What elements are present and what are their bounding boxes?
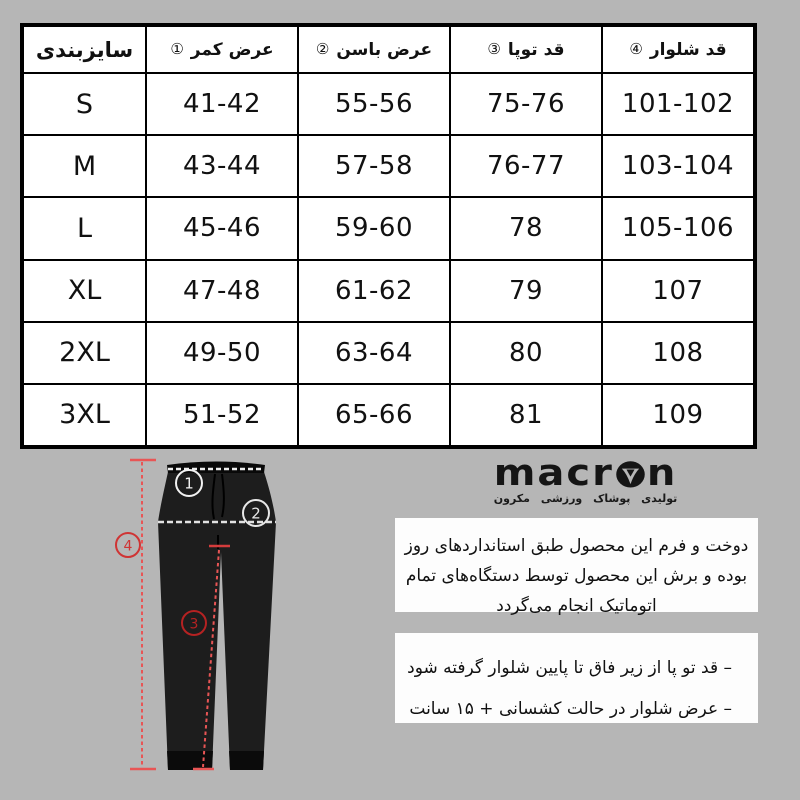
table-cell-hip: 63-64 (298, 322, 450, 384)
macron-emblem-icon (615, 460, 646, 489)
table-cell-length: 107 (602, 260, 754, 322)
header-label-inseam: قد توپا (507, 39, 565, 60)
pants-measurement-diagram (95, 450, 350, 800)
size-table-header-waist (146, 26, 298, 73)
size-table (20, 23, 757, 449)
table-cell-length: 103-104 (602, 135, 754, 197)
note-line: – عرض شلوار در حالت کشسانی + ۱۵ سانت (409, 699, 732, 719)
logo-text-left: macr (493, 451, 614, 495)
table-cell-waist: 41-42 (146, 73, 298, 135)
circled-2-icon: ② (315, 39, 330, 58)
table-cell-waist: 49-50 (146, 322, 298, 384)
size-table-header-inseam (450, 26, 602, 73)
logo-text-right: n (646, 451, 678, 495)
header-label-length: قد شلوار (649, 39, 727, 60)
circled-1-icon: ① (170, 39, 184, 58)
size-table-header-hip (298, 26, 450, 73)
pants-cuff-right (229, 751, 264, 770)
table-cell-length: 101-102 (602, 73, 754, 135)
svg-text:1: 1 (184, 474, 194, 493)
table-cell-size: XL (23, 260, 146, 322)
brand-tagline: تولیدی پوشاک ورزشی مکرون (493, 492, 678, 505)
table-cell-size: 3XL (23, 384, 146, 446)
macron-logo (468, 451, 703, 495)
table-cell-size: S (23, 73, 146, 135)
table-cell-inseam: 80 (450, 322, 602, 384)
table-cell-hip: 57-58 (298, 135, 450, 197)
table-cell-inseam: 81 (450, 384, 602, 446)
table-cell-waist: 47-48 (146, 260, 298, 322)
table-cell-waist: 45-46 (146, 197, 298, 259)
table-cell-inseam: 79 (450, 260, 602, 322)
table-cell-hip: 59-60 (298, 197, 450, 259)
table-cell-length: 105-106 (602, 197, 754, 259)
table-cell-size: 2XL (23, 322, 146, 384)
svg-text:3: 3 (189, 616, 199, 633)
note-line: اتوماتیک انجام می‌گردد (496, 596, 657, 616)
note-line: – قد تو پا از زیر فاق تا پایین شلوار گرفته شود (407, 658, 732, 678)
pants-cuff-left (167, 751, 213, 770)
table-cell-hip: 61-62 (298, 260, 450, 322)
circled-4-icon: ④ (629, 39, 643, 58)
note-line: دوخت و فرم این محصول طبق استانداردهای روز (404, 536, 749, 556)
table-cell-size: L (23, 197, 146, 259)
table-cell-inseam: 75-76 (450, 73, 602, 135)
size-table-header-size: سایزبندی (23, 26, 146, 73)
table-cell-length: 108 (602, 322, 754, 384)
table-cell-hip: 55-56 (298, 73, 450, 135)
table-cell-inseam: 78 (450, 197, 602, 259)
marker-length (116, 533, 140, 557)
table-cell-waist: 43-44 (146, 135, 298, 197)
measurement-note-box (395, 633, 758, 723)
svg-text:2: 2 (251, 504, 261, 523)
note-line: بوده و برش این محصول توسط دستگاه‌های تمام (405, 566, 748, 586)
header-label-waist: عرض کمر (190, 39, 274, 60)
table-cell-size: M (23, 135, 146, 197)
size-table-header-length (602, 26, 754, 73)
svg-text:4: 4 (123, 538, 133, 555)
header-label-hip: عرض باسن (336, 39, 433, 60)
circled-3-icon: ③ (487, 39, 501, 58)
table-cell-waist: 51-52 (146, 384, 298, 446)
table-cell-hip: 65-66 (298, 384, 450, 446)
table-cell-length: 109 (602, 384, 754, 446)
brand-block (468, 451, 703, 505)
table-cell-inseam: 76-77 (450, 135, 602, 197)
production-note-box (395, 518, 758, 616)
